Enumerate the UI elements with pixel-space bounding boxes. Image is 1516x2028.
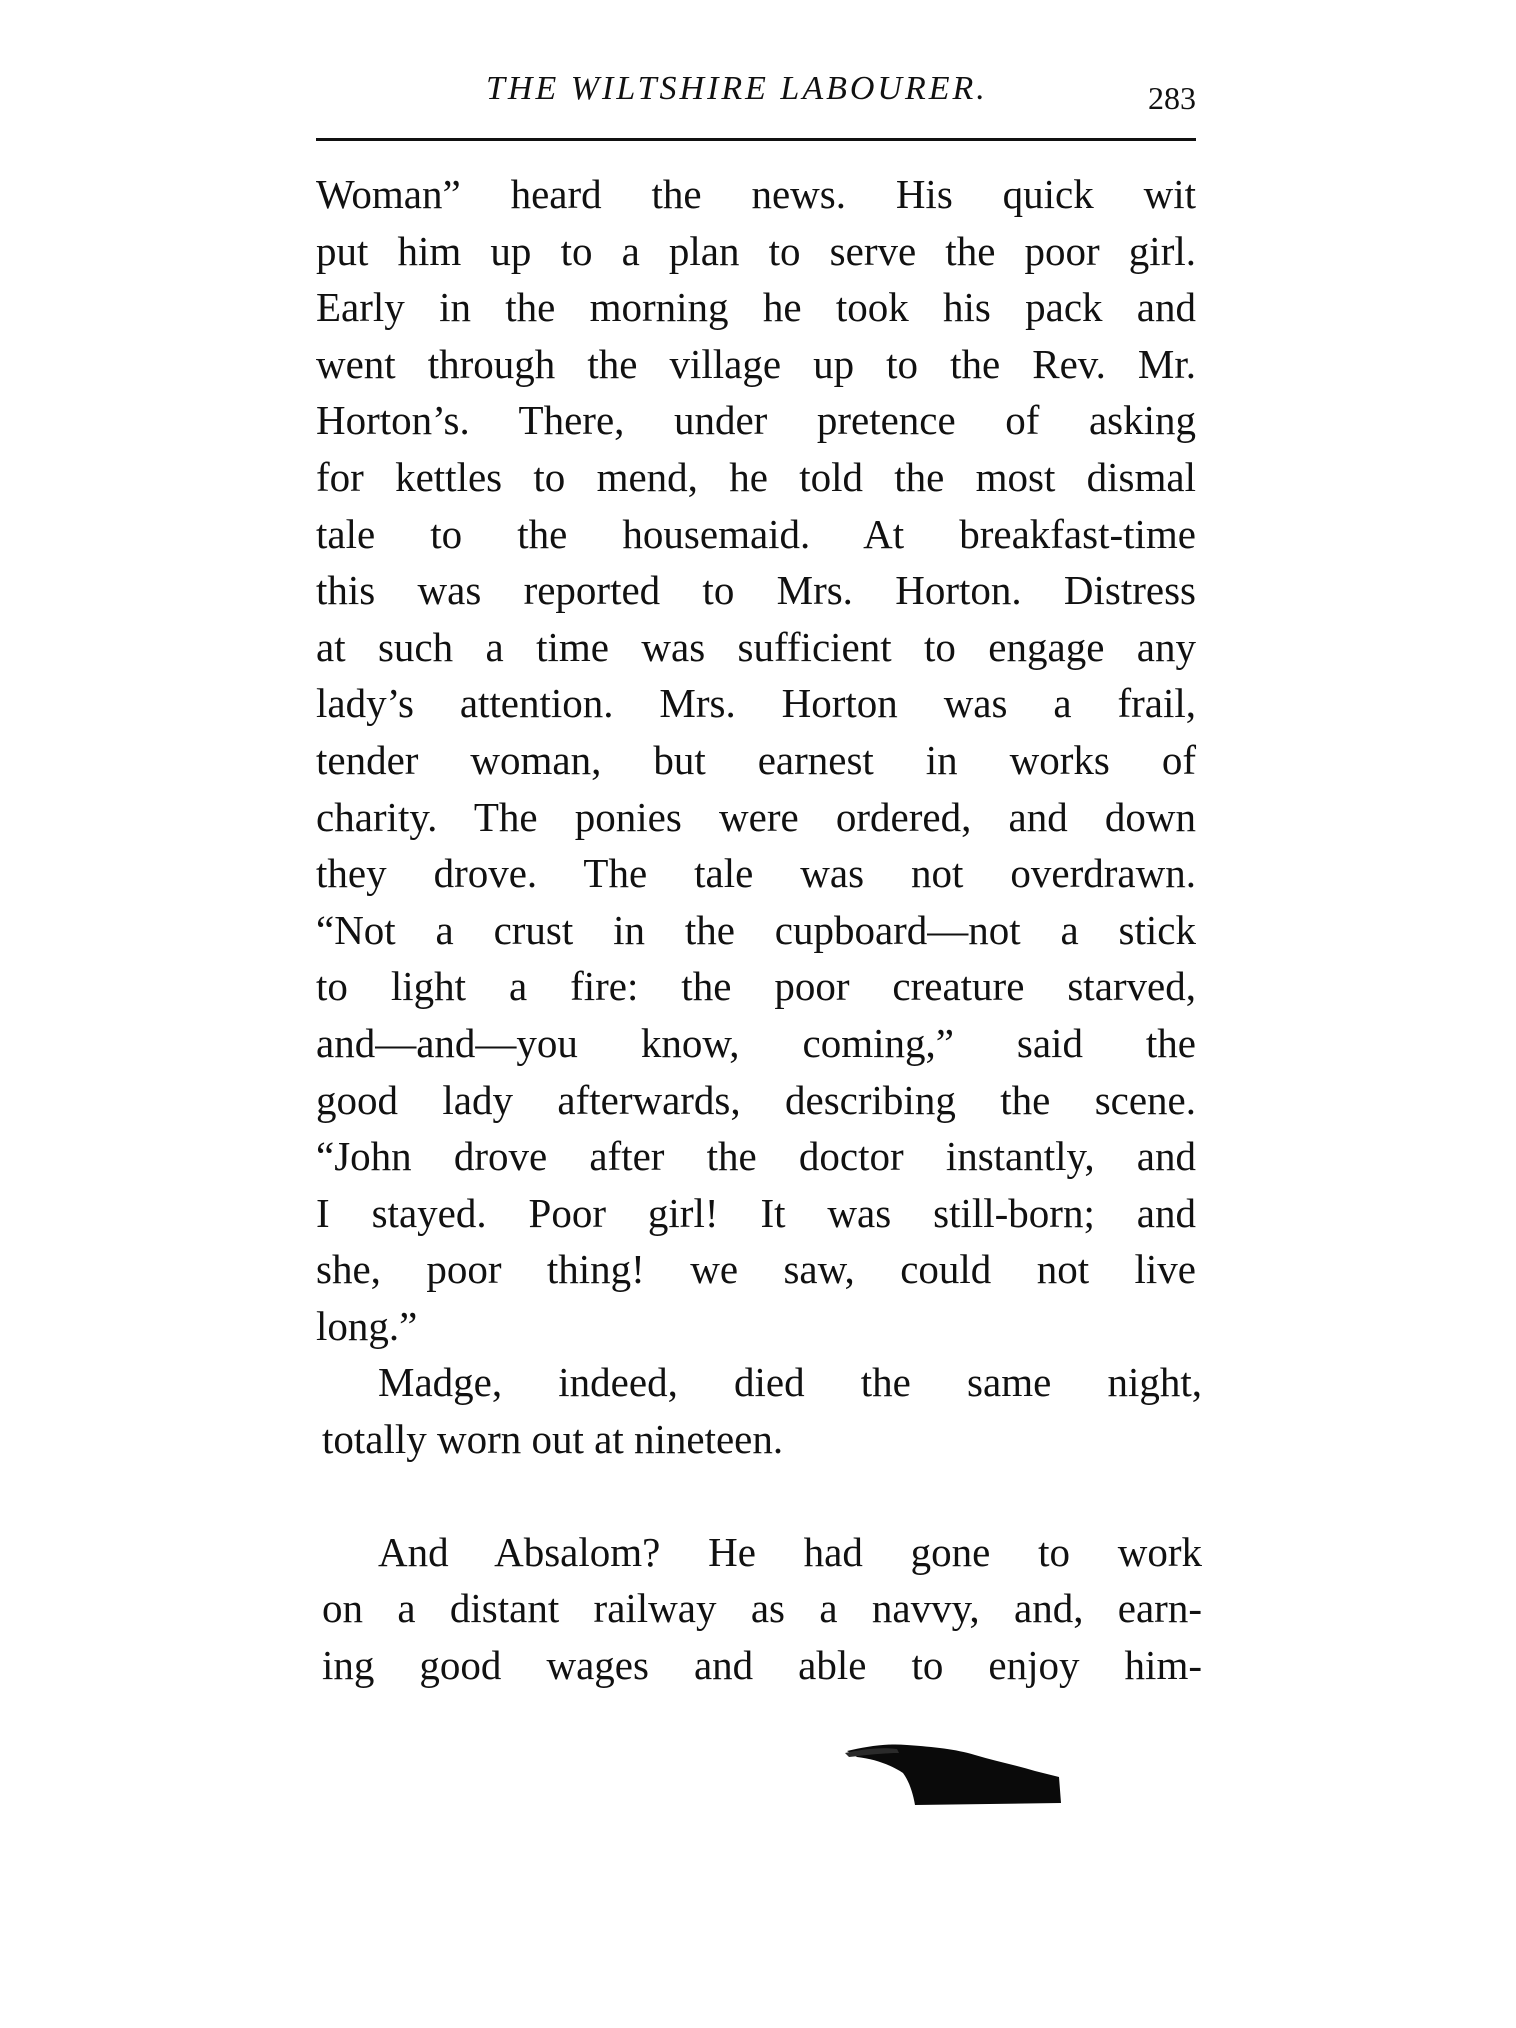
text-line: she, poor thing! we saw, could not live <box>316 1246 1196 1293</box>
text-line: tender woman, but earnest in works of <box>316 736 1196 783</box>
running-title: THE WILTSHIRE LABOURER. <box>486 70 988 107</box>
paragraph-1 <box>316 166 1196 1354</box>
text-line: totally worn out at nineteen. <box>322 1416 784 1463</box>
text-line: Horton’s. There, under pretence of asking <box>316 397 1196 444</box>
text-line: this was reported to Mrs. Horton. Distress <box>316 567 1196 614</box>
text-line: lady’s attention. Mrs. Horton was a frail, <box>316 680 1196 727</box>
text-line: Madge, indeed, died the same night, <box>378 1359 1202 1406</box>
header-rule <box>316 138 1196 141</box>
text-line: at such a time was sufficient to engage any <box>316 623 1196 670</box>
page-number: 283 <box>1148 80 1196 116</box>
paragraph-3 <box>322 1524 1202 1694</box>
text-line: charity. The ponies were ordered, and down <box>316 793 1196 840</box>
text-line: went through the village up to the Rev. Mr. <box>316 340 1196 387</box>
text-line: for kettles to mend, he told the most dismal <box>316 453 1196 500</box>
page-body <box>316 166 1202 1693</box>
text-line: And Absalom? He had gone to work <box>378 1528 1202 1575</box>
text-line: and—and—you know, coming,” said the <box>316 1019 1196 1066</box>
ink-blot-mark <box>845 1735 1065 1807</box>
running-head <box>316 66 1196 126</box>
text-line: they drove. The tale was not overdrawn. <box>316 850 1196 897</box>
text-line: long.” <box>316 1302 418 1349</box>
paragraph-2 <box>322 1354 1202 1467</box>
text-line: on a distant railway as a navvy, and, earn- <box>322 1585 1202 1632</box>
text-line: to light a fire: the poor creature starved, <box>316 963 1196 1010</box>
text-line: “John drove after the doctor instantly, and <box>316 1133 1196 1180</box>
text-line: “Not a crust in the cupboard—not a stick <box>316 906 1196 953</box>
text-line: Early in the morning he took his pack and <box>316 284 1196 331</box>
text-line: tale to the housemaid. At breakfast-time <box>316 510 1196 557</box>
text-line: ing good wages and able to enjoy him- <box>322 1641 1202 1688</box>
text-line: I stayed. Poor girl! It was still-born; and <box>316 1189 1196 1236</box>
text-line: Woman” heard the news. His quick wit <box>316 171 1196 217</box>
text-line: put him up to a plan to serve the poor girl. <box>316 227 1196 274</box>
text-line: good lady afterwards, describing the scene. <box>316 1076 1196 1123</box>
